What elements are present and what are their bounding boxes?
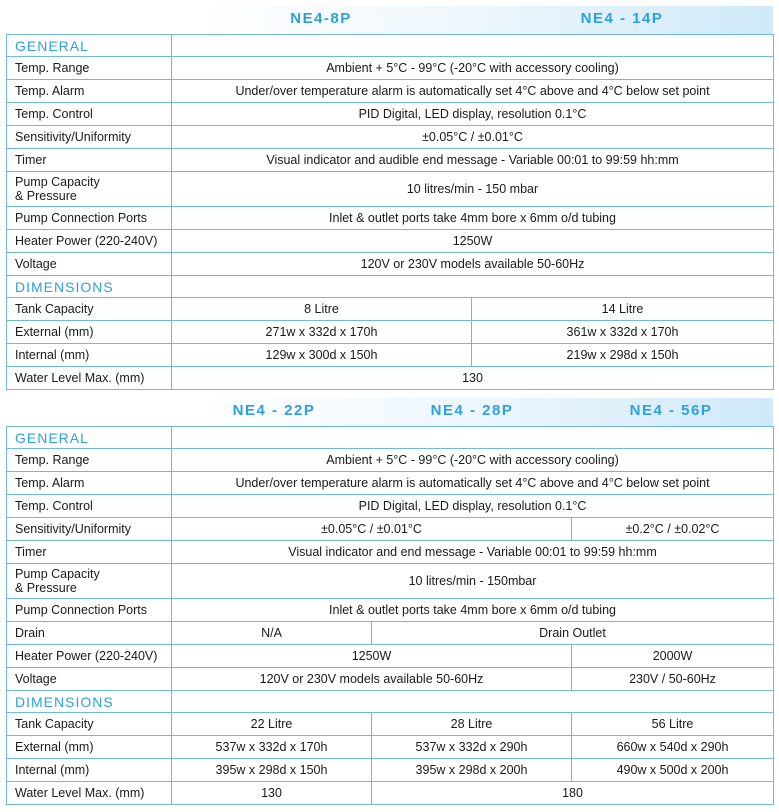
row-value: ±0.2°C / ±0.02°C	[572, 518, 774, 541]
model-header-row	[6, 398, 773, 426]
table-row	[7, 80, 774, 103]
spec-table-ne4-8p-14p	[6, 6, 773, 390]
section-title: DIMENSIONS	[7, 276, 172, 298]
section-title: DIMENSIONS	[7, 691, 172, 713]
row-label: External (mm)	[7, 321, 172, 344]
row-label: Temp. Control	[7, 103, 172, 126]
row-value: Ambient + 5°C - 99°C (-20°C with accessory cooling)	[172, 449, 774, 472]
table-row	[7, 103, 774, 126]
table-row	[7, 126, 774, 149]
table-row	[7, 599, 774, 622]
section-general	[7, 35, 774, 57]
row-label: Sensitivity/Uniformity	[7, 126, 172, 149]
row-label: Tank Capacity	[7, 713, 172, 736]
row-value: 271w x 332d x 170h	[172, 321, 472, 344]
row-value: Visual indicator and audible end message - Variable 00:01 to 99:59 hh:mm	[172, 149, 774, 172]
row-label: Pump Connection Ports	[7, 599, 172, 622]
table-row	[7, 541, 774, 564]
row-value: 660w x 540d x 290h	[572, 736, 774, 759]
table-row	[7, 230, 774, 253]
row-label: Drain	[7, 622, 172, 645]
row-label: External (mm)	[7, 736, 172, 759]
row-value: N/A	[172, 622, 372, 645]
row-label: Timer	[7, 149, 172, 172]
row-value: 10 litres/min - 150mbar	[172, 564, 774, 599]
table-row	[7, 321, 774, 344]
row-value: Inlet & outlet ports take 4mm bore x 6mm o/d tubing	[172, 599, 774, 622]
row-value: 1250W	[172, 645, 572, 668]
row-label: Temp. Control	[7, 495, 172, 518]
row-value: 28 Litre	[372, 713, 572, 736]
row-label: Temp. Range	[7, 57, 172, 80]
model-name-ne4-56p: NE4 - 56P	[629, 402, 713, 419]
row-label: Temp. Alarm	[7, 472, 172, 495]
table-row	[7, 713, 774, 736]
row-value: Under/over temperature alarm is automatically set 4°C above and 4°C below set point	[172, 472, 774, 495]
table-row	[7, 759, 774, 782]
row-value: 8 Litre	[172, 298, 472, 321]
row-label: Internal (mm)	[7, 344, 172, 367]
row-value: Under/over temperature alarm is automatically set 4°C above and 4°C below set point	[172, 80, 774, 103]
row-label: Heater Power (220-240V)	[7, 230, 172, 253]
row-value: 395w x 298d x 150h	[172, 759, 372, 782]
row-label: Voltage	[7, 253, 172, 276]
table-row	[7, 736, 774, 759]
row-label: Voltage	[7, 668, 172, 691]
section-dimensions	[7, 276, 774, 298]
row-value: 120V or 230V models available 50-60Hz	[172, 668, 572, 691]
section-title: GENERAL	[7, 35, 172, 57]
row-value: PID Digital, LED display, resolution 0.1°C	[172, 495, 774, 518]
row-label: Temp. Range	[7, 449, 172, 472]
row-value: 537w x 332d x 170h	[172, 736, 372, 759]
table-row	[7, 645, 774, 668]
row-label: Pump Capacity & Pressure	[7, 172, 172, 207]
spec-table-ne4-22p-28p-56p	[6, 398, 773, 805]
row-label: Heater Power (220-240V)	[7, 645, 172, 668]
row-value: 10 litres/min - 150 mbar	[172, 172, 774, 207]
model-header-row	[6, 6, 773, 34]
row-label: Water Level Max. (mm)	[7, 782, 172, 805]
row-label: Sensitivity/Uniformity	[7, 518, 172, 541]
row-value: 2000W	[572, 645, 774, 668]
table-row	[7, 207, 774, 230]
model-name-ne4-28p: NE4 - 28P	[430, 402, 514, 419]
table-row	[7, 668, 774, 691]
table-row	[7, 495, 774, 518]
table-row	[7, 298, 774, 321]
row-value: Ambient + 5°C - 99°C (-20°C with accessory cooling)	[172, 57, 774, 80]
spec-table	[6, 426, 774, 805]
row-label: Tank Capacity	[7, 298, 172, 321]
table-row	[7, 149, 774, 172]
row-value: 130	[172, 367, 774, 390]
row-value: 395w x 298d x 200h	[372, 759, 572, 782]
section-general	[7, 427, 774, 449]
model-name-ne4-14p: NE4 - 14P	[580, 10, 664, 27]
row-value: 361w x 332d x 170h	[472, 321, 774, 344]
row-value: 14 Litre	[472, 298, 774, 321]
table-row	[7, 344, 774, 367]
table-row	[7, 57, 774, 80]
row-value: 1250W	[172, 230, 774, 253]
row-value: Drain Outlet	[372, 622, 774, 645]
row-label: Internal (mm)	[7, 759, 172, 782]
row-value: 219w x 298d x 150h	[472, 344, 774, 367]
table-row	[7, 253, 774, 276]
row-value: ±0.05°C / ±0.01°C	[172, 126, 774, 149]
row-label: Pump Connection Ports	[7, 207, 172, 230]
row-value: 180	[372, 782, 774, 805]
model-name-ne4-8p: NE4-8P	[290, 10, 352, 27]
row-value: Inlet & outlet ports take 4mm bore x 6mm o/d tubing	[172, 207, 774, 230]
row-value: 56 Litre	[572, 713, 774, 736]
row-value: 490w x 500d x 200h	[572, 759, 774, 782]
table-row	[7, 367, 774, 390]
row-value: 120V or 230V models available 50-60Hz	[172, 253, 774, 276]
table-row	[7, 564, 774, 599]
row-value: 129w x 300d x 150h	[172, 344, 472, 367]
section-title: GENERAL	[7, 427, 172, 449]
row-value: 230V / 50-60Hz	[572, 668, 774, 691]
row-value: PID Digital, LED display, resolution 0.1°C	[172, 103, 774, 126]
row-value: Visual indicator and end message - Variable 00:01 to 99:59 hh:mm	[172, 541, 774, 564]
row-label: Timer	[7, 541, 172, 564]
model-name-ne4-22p: NE4 - 22P	[232, 402, 316, 419]
row-value: 130	[172, 782, 372, 805]
table-row	[7, 449, 774, 472]
table-row	[7, 472, 774, 495]
row-label: Water Level Max. (mm)	[7, 367, 172, 390]
table-row	[7, 518, 774, 541]
row-label: Temp. Alarm	[7, 80, 172, 103]
row-value: ±0.05°C / ±0.01°C	[172, 518, 572, 541]
row-value: 537w x 332d x 290h	[372, 736, 572, 759]
table-row	[7, 782, 774, 805]
row-value: 22 Litre	[172, 713, 372, 736]
table-row	[7, 172, 774, 207]
spec-table	[6, 34, 774, 390]
section-dimensions	[7, 691, 774, 713]
table-row	[7, 622, 774, 645]
row-label: Pump Capacity & Pressure	[7, 564, 172, 599]
